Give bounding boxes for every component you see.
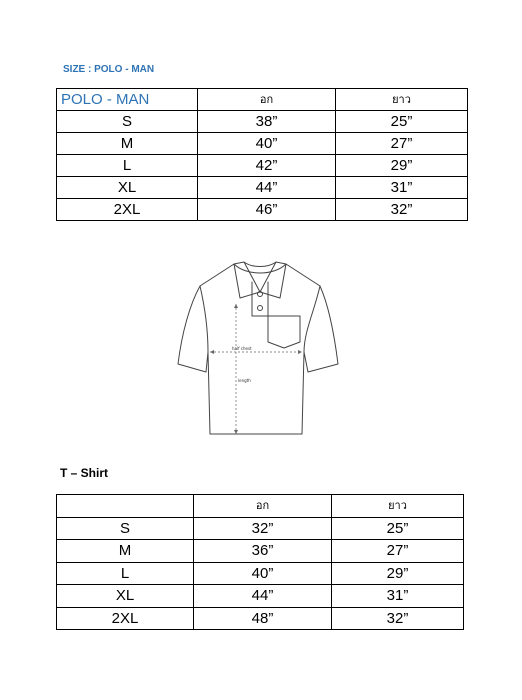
chest-cell: 40” [194, 562, 332, 585]
size-cell: XL [57, 585, 194, 608]
table-row [57, 540, 464, 563]
size-cell: M [57, 540, 194, 563]
tshirt-section-title: T – Shirt [60, 466, 109, 480]
length-header: ยาว [336, 89, 468, 111]
chest-cell: 44” [198, 177, 336, 199]
size-cell: L [57, 562, 194, 585]
size-cell: S [57, 517, 194, 540]
length-cell: 25” [336, 111, 468, 133]
length-cell: 27” [336, 133, 468, 155]
polo-size-table [56, 88, 468, 221]
table-row [57, 199, 468, 221]
polo-shirt-illustration [176, 252, 346, 438]
size-cell: L [57, 155, 198, 177]
half-chest-label: half chest [232, 346, 252, 351]
chest-header: อก [194, 495, 332, 518]
chest-cell: 48” [194, 607, 332, 630]
chest-cell: 36” [194, 540, 332, 563]
length-label: length [238, 378, 251, 383]
table-header-row [57, 89, 468, 111]
table-row [57, 562, 464, 585]
chest-cell: 42” [198, 155, 336, 177]
chest-cell: 44” [194, 585, 332, 608]
length-cell: 32” [336, 199, 468, 221]
chest-cell: 32” [194, 517, 332, 540]
chest-cell: 38” [198, 111, 336, 133]
polo-section-title: SIZE : POLO - MAN [63, 64, 155, 75]
table-row [57, 155, 468, 177]
length-cell: 29” [336, 155, 468, 177]
length-cell: 27” [332, 540, 464, 563]
table-row [57, 111, 468, 133]
size-cell: 2XL [57, 607, 194, 630]
table-label-cell: POLO - MAN [57, 89, 198, 111]
table-label-cell [57, 495, 194, 518]
length-cell: 31” [332, 585, 464, 608]
size-cell: XL [57, 177, 198, 199]
chest-cell: 46” [198, 199, 336, 221]
length-cell: 32” [332, 607, 464, 630]
table-row [57, 607, 464, 630]
size-cell: S [57, 111, 198, 133]
pocket [268, 316, 300, 348]
table-row [57, 585, 464, 608]
shirt-outline [178, 264, 338, 434]
tshirt-size-table [56, 494, 464, 630]
size-cell: 2XL [57, 199, 198, 221]
table-header-row [57, 495, 464, 518]
chest-cell: 40” [198, 133, 336, 155]
length-header: ยาว [332, 495, 464, 518]
size-cell: M [57, 133, 198, 155]
table-row [57, 177, 468, 199]
length-cell: 29” [332, 562, 464, 585]
chest-header: อก [198, 89, 336, 111]
table-row [57, 133, 468, 155]
length-cell: 31” [336, 177, 468, 199]
length-cell: 25” [332, 517, 464, 540]
table-row [57, 517, 464, 540]
